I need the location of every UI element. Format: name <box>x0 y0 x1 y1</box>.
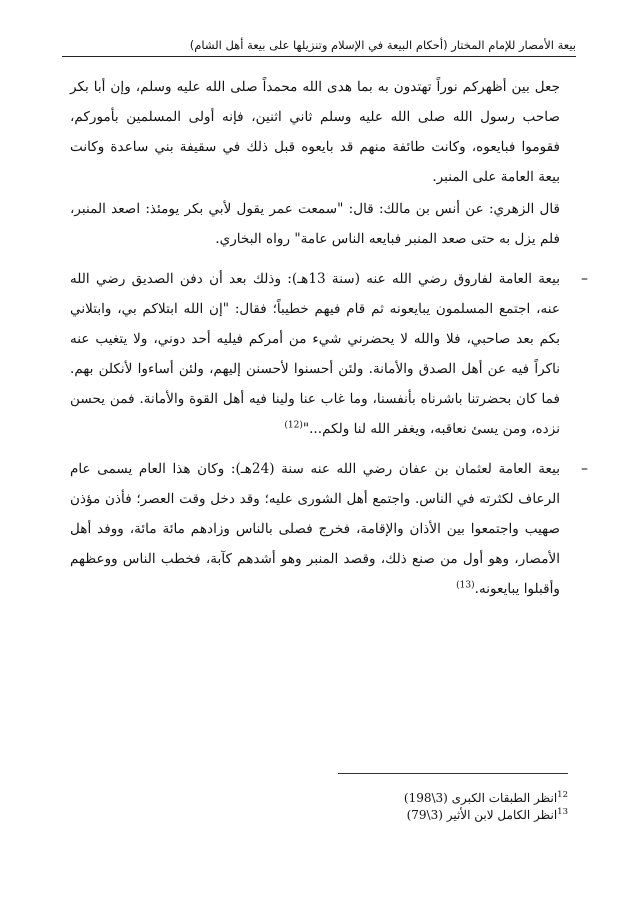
footnote <box>320 790 568 807</box>
footnote <box>320 807 568 824</box>
paragraph: جعل بين أظهركم نوراً تهتدون به بما هدى الله محمداً صلى الله عليه وسلم، وإن أبا بكر صاحب رسول الله صلى الله عليه وسلم ثاني اثنين، فإنه أولى المسلمين بأموركم، فقوموا فبايعوه، وكانت طائفة منهم قد بايعوه قبل ذلك في سقيفة بني ساعدة وكانت بيعة العامة على المنبر. <box>70 79 560 185</box>
bullet-dash-icon: – <box>581 461 588 477</box>
footnote-number: 13 <box>557 807 568 817</box>
list-item <box>70 264 588 444</box>
bullet-list <box>70 264 588 604</box>
header-title: بيعة الأمصار للإمام المختار (أحكام البيعة في الإسلام وتنزيلها على بيعة أهل الشام) <box>189 38 576 52</box>
footnote-text: انظر الكامل لابن الأثير (3\79) <box>406 808 558 822</box>
footnote-number: 12 <box>557 790 568 800</box>
list-item-text: بيعة العامة لفاروق رضي الله عنه (سنة 13هـ): وذلك بعد أن دفن الصديق رضي الله عنه، اجتمع المسلمون يبايعونه ثم قام فيهم خطيباً؛ فقال: "إن الله ابتلاكم بي، وابتلاني بكم بعد صاحبي، فلا والله لا يحضرني شيء من أمركم فيليه أحد دوني، ولا يتغيب عنه ناكراً فيه عن أهل الصدق والأمانة. ولئن أحسنوا لأحسنن إليهم، ولئن أساءوا لأنكلن بهم. فما كان بحضرتنا باشرناه بأنفسنا، وما غاب عنا ولينا فيه أهل القوة والأمانة. فمن يحسن نزده، ومن يسئ نعاقبه، ويغفر الله لنا ولكم..." <box>70 271 560 437</box>
footnotes <box>320 790 568 824</box>
footnote-divider <box>338 773 568 774</box>
list-item-text: بيعة العامة لعثمان بن عفان رضي الله عنه سنة (24هـ): وكان هذا العام يسمى عام الرعاف لكثرته في الناس. واجتمع أهل الشورى عليه؛ وقد دخل وقت العصر؛ فأذن مؤذن صهيب واجتمعوا بين الأذان والإقامة، فخرج فصلى بالناس وزادهم مائة مائة، ووفد أهل الأمصار، وهو أول من صنع ذلك، وقصد المنبر وهو أشدهم كآبة، فخطب الناس ووعظهم وأقبلوا يبايعونه. <box>70 461 561 597</box>
bullet-dash-icon: – <box>581 271 588 287</box>
main-text <box>70 72 588 604</box>
footnote-text: انظر الطبقات الكبرى (3\198) <box>403 791 558 805</box>
footnote-reference[interactable]: (13) <box>456 580 475 591</box>
footnote-reference[interactable]: (12) <box>284 420 303 431</box>
paragraph: قال الزهري: عن أنس بن مالك: قال: "سمعت عمر يقول لأبي بكر يومئذ: اصعد المنبر، فلم يزل به حتى صعد المنبر فبايعه الناس عامة" رواه البخاري. <box>70 201 560 247</box>
header-divider <box>62 56 576 57</box>
list-item <box>70 454 588 604</box>
running-header <box>62 36 576 54</box>
